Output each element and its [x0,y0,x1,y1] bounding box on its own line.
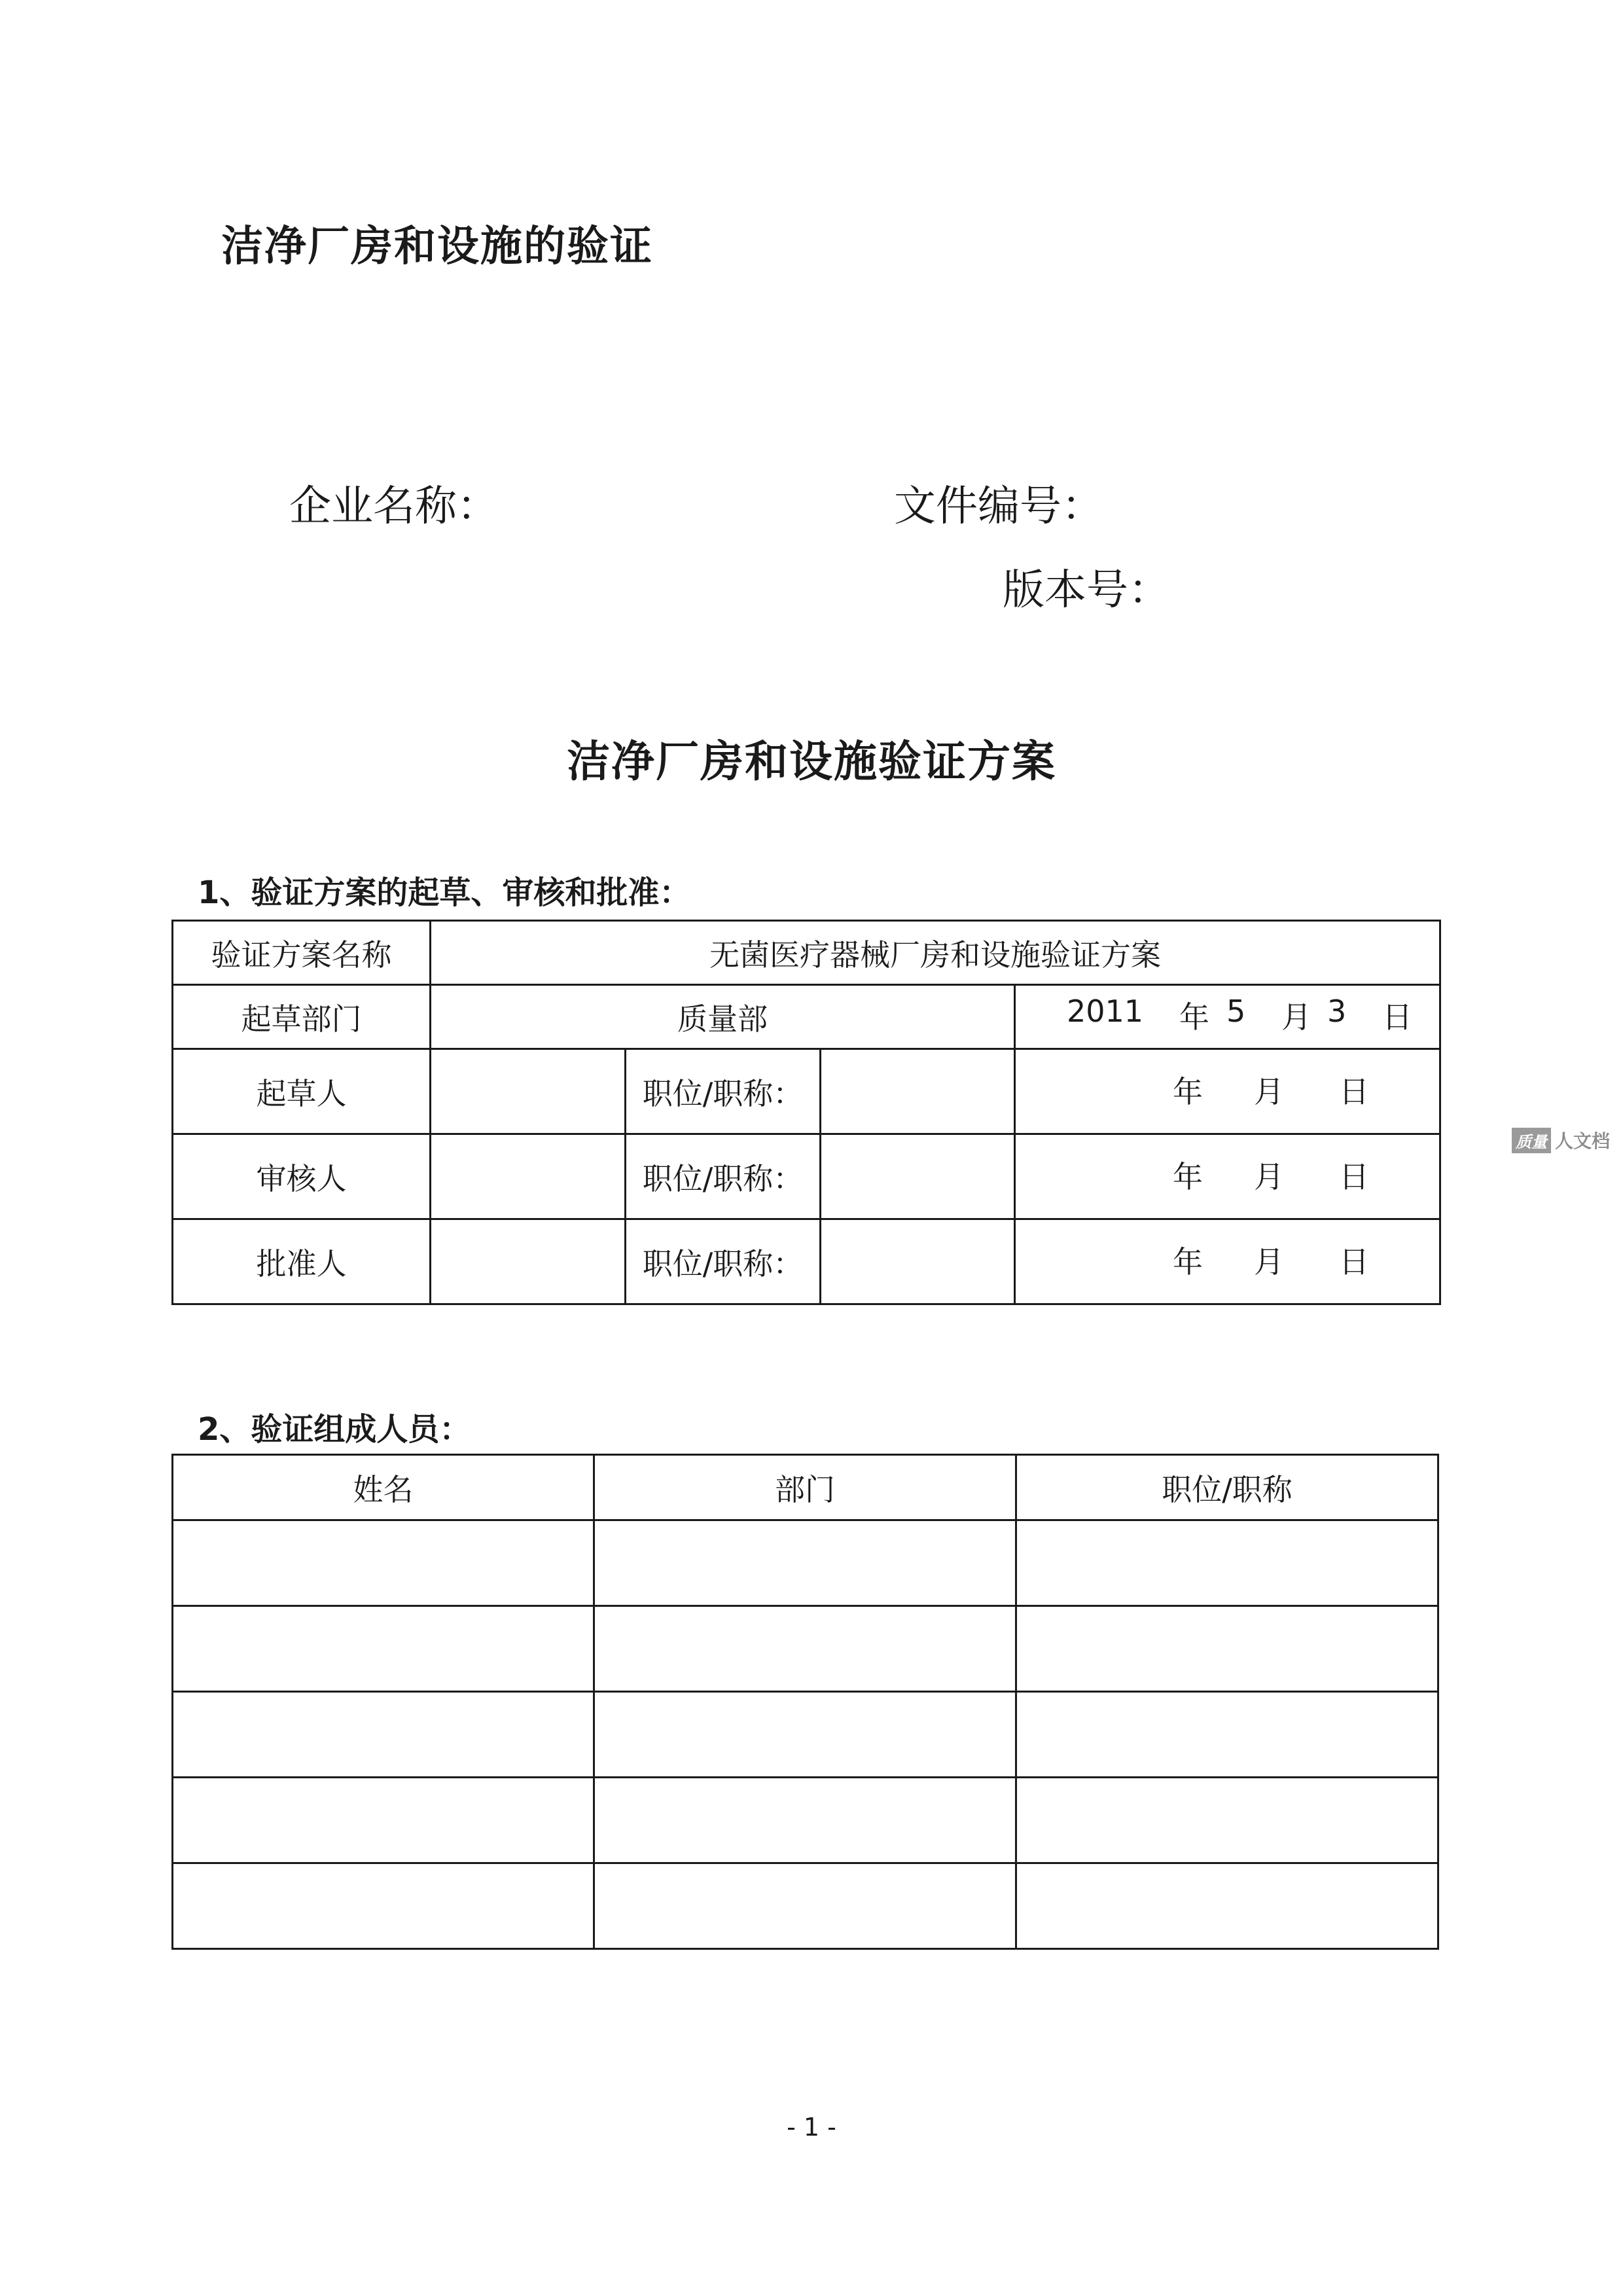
signature-cell[interactable] [431,1049,626,1134]
member-department-cell[interactable] [594,1692,1016,1778]
document-title: 洁净厂房和设施的验证 [221,223,653,271]
date-month-unit: 月 [1254,1244,1284,1280]
draft-date-day: 3 [1327,994,1347,1029]
date-day-unit: 日 [1339,1244,1369,1280]
member-department-cell[interactable] [594,1606,1016,1692]
version-number-label: 版本号： [1003,566,1170,615]
draft-dept-value: 质量部 [431,985,1015,1049]
table-row [173,1049,1440,1134]
date-year-unit: 年 [1173,1244,1203,1280]
plan-name-value: 无菌医疗器械厂房和设施验证方案 [431,921,1440,985]
title-label: 职位/职称： [626,1134,821,1219]
date-year-unit: 年 [1173,1074,1203,1109]
member-department-cell[interactable] [594,1520,1016,1606]
title-label: 职位/职称： [626,1219,821,1304]
table-row [173,1863,1438,1949]
approval-table [171,920,1441,1305]
signature-cell[interactable] [431,1219,626,1304]
draft-date-month-unit: 月 [1281,999,1311,1035]
member-name-cell[interactable] [173,1778,594,1863]
table-header-row [173,1455,1438,1520]
date-cell[interactable] [1015,1134,1440,1219]
date-day-unit: 日 [1339,1159,1369,1194]
table-row [173,1606,1438,1692]
member-position-cell[interactable] [1016,1778,1438,1863]
member-name-cell[interactable] [173,1863,594,1949]
company-name-label: 企业名称： [289,482,499,531]
title-value-cell[interactable] [821,1049,1015,1134]
date-month-unit: 月 [1254,1159,1284,1194]
plan-title: 洁净厂房和设施验证方案 [567,736,1056,787]
draft-dept-label: 起草部门 [173,985,431,1049]
watermark-logo [1512,1127,1610,1153]
title-value-cell[interactable] [821,1134,1015,1219]
member-position-cell[interactable] [1016,1863,1438,1949]
title-label: 职位/职称： [626,1049,821,1134]
draft-date-cell [1015,985,1440,1049]
date-day-unit: 日 [1339,1074,1369,1109]
table-row [173,1134,1440,1219]
watermark-box: 质量 [1512,1128,1551,1153]
table-row [173,1520,1438,1606]
section1-heading: 1、验证方案的起草、审核和批准： [198,874,691,911]
section2-heading: 2、验证组成人员： [198,1411,471,1448]
table-row [173,1692,1438,1778]
draft-date-year: 2011 [1067,994,1144,1029]
member-name-cell[interactable] [173,1692,594,1778]
draft-date-year-unit: 年 [1179,999,1209,1035]
member-position-cell[interactable] [1016,1692,1438,1778]
table-row [173,921,1440,985]
member-position-cell[interactable] [1016,1606,1438,1692]
member-position-cell[interactable] [1016,1520,1438,1606]
role-label: 批准人 [173,1219,431,1304]
document-number-label: 文件编号： [894,482,1103,531]
draft-date-day-unit: 日 [1382,999,1412,1035]
member-name-cell[interactable] [173,1520,594,1606]
member-name-cell[interactable] [173,1606,594,1692]
table-row [173,1778,1438,1863]
member-department-cell[interactable] [594,1778,1016,1863]
watermark-text: 人文档 [1555,1130,1611,1152]
team-members-table [171,1454,1439,1950]
header-department: 部门 [594,1455,1016,1520]
role-label: 审核人 [173,1134,431,1219]
date-month-unit: 月 [1254,1074,1284,1109]
page-number: - 1 - [787,2113,836,2142]
member-department-cell[interactable] [594,1863,1016,1949]
role-label: 起草人 [173,1049,431,1134]
title-value-cell[interactable] [821,1219,1015,1304]
plan-name-label: 验证方案名称 [173,921,431,985]
date-cell[interactable] [1015,1049,1440,1134]
table-row [173,1219,1440,1304]
draft-date-month: 5 [1226,994,1246,1029]
table-row [173,985,1440,1049]
date-year-unit: 年 [1173,1159,1203,1194]
header-name: 姓名 [173,1455,594,1520]
date-cell[interactable] [1015,1219,1440,1304]
header-position: 职位/职称 [1016,1455,1438,1520]
signature-cell[interactable] [431,1134,626,1219]
